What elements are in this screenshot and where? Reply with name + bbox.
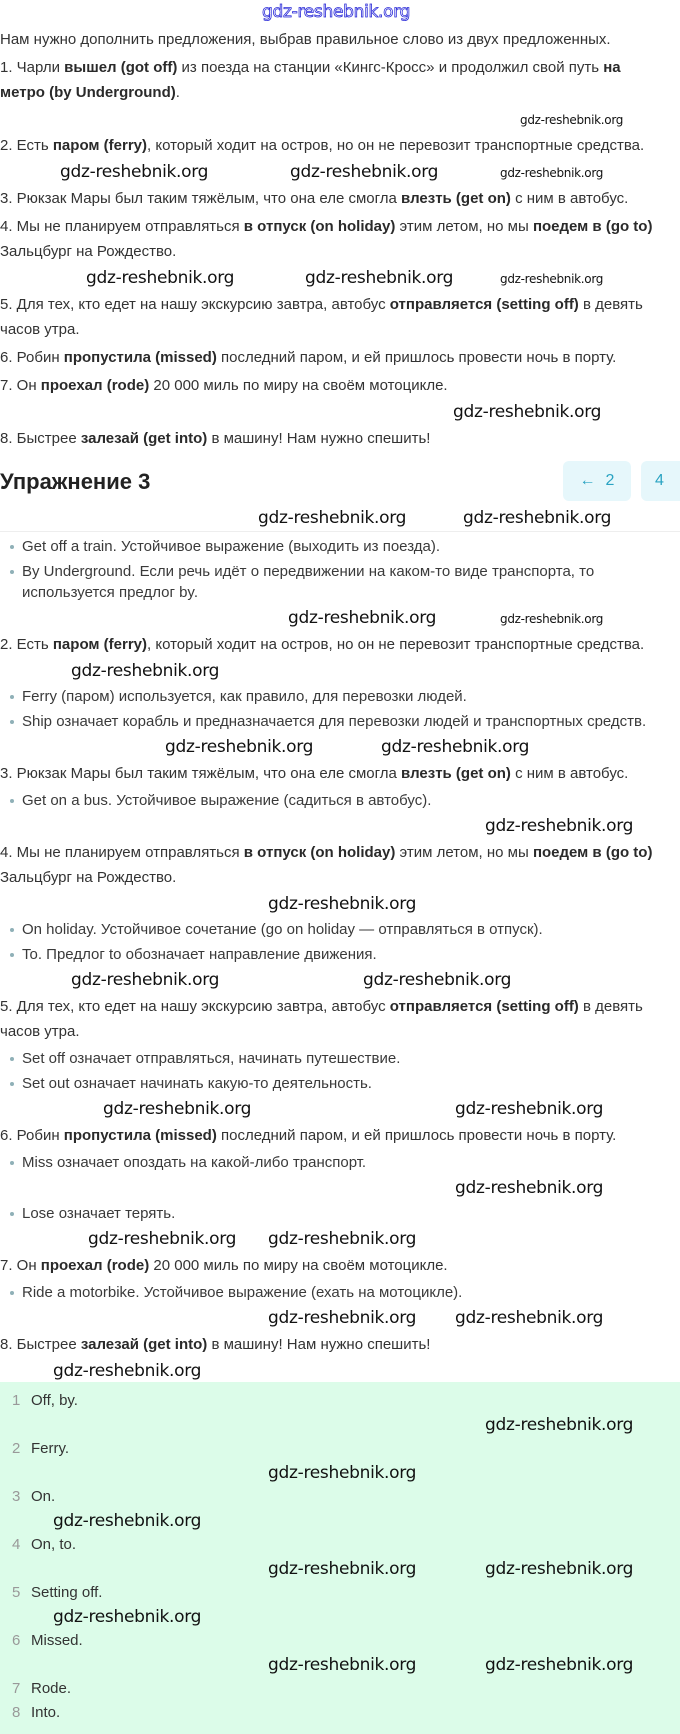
- text-segment: последний паром, и ей пришлось провести ночь в порту.: [216, 1127, 617, 1144]
- text-segment: из поезда на станции «Кингс-Кросс» и продолжил свой путь: [177, 59, 604, 76]
- answer-item: [0, 1630, 680, 1652]
- answer-text: Into.: [31, 1704, 61, 1721]
- arrow-left-icon: ←: [579, 472, 596, 489]
- watermark-row: [0, 607, 680, 629]
- answer-text: On, to.: [31, 1536, 77, 1553]
- bold-answer-text: влезть (get on): [401, 190, 511, 207]
- watermark: gdz-reshebnik.org: [363, 970, 512, 990]
- text-segment: 5. Для тех, кто едет на нашу экскурсию завтра, автобус: [0, 296, 390, 313]
- watermark-row: [0, 660, 680, 682]
- text-segment: в машину! Нам нужно спешить!: [207, 1336, 431, 1353]
- watermark-row: [0, 401, 680, 423]
- watermark: gdz-reshebnik.org: [485, 1559, 634, 1579]
- text-segment: 4. Мы не планируем отправляться: [0, 218, 244, 235]
- exercise-title: Упражнение 3: [0, 469, 151, 494]
- watermark: gdz-reshebnik.org: [455, 1178, 604, 1198]
- text-segment: этим летом, но мы: [395, 218, 533, 235]
- explanation-bullet: Ship означает корабль и предназначается для перевозки людей и транспортных средств.: [10, 711, 650, 732]
- explanation-bullet: Get off a train. Устойчивое выражение (выходить из поезда).: [10, 536, 650, 557]
- text-segment: 6. Робин: [0, 1127, 64, 1144]
- watermark-logo: gdz-reshebnik.org: [262, 2, 411, 22]
- watermark-row: [0, 1228, 680, 1250]
- answer-item: [0, 1534, 680, 1556]
- explanation-bullet: Lose означает терять.: [10, 1203, 650, 1224]
- watermark: gdz-reshebnik.org: [268, 1655, 417, 1675]
- prev-label: 2: [605, 472, 615, 489]
- answer-item: [0, 1390, 680, 1412]
- answer-number: 1: [12, 1392, 21, 1409]
- text-segment: в девять часов утра.: [0, 296, 643, 338]
- watermark: gdz-reshebnik.org: [485, 816, 634, 836]
- sentence-1: [0, 55, 660, 105]
- bold-answer-text: поедем в (go to): [532, 218, 653, 235]
- bold-answer-text: залезай (get into): [80, 1336, 208, 1353]
- watermark: gdz-reshebnik.org: [455, 1308, 604, 1328]
- sentence-7-repeat: [0, 1253, 660, 1278]
- watermark-row: [0, 267, 680, 289]
- sentence-3-repeat: [0, 761, 660, 786]
- answer-text: On.: [31, 1488, 56, 1505]
- watermark: gdz-reshebnik.org: [53, 1511, 202, 1531]
- bold-answer-text: влезть (get on): [401, 765, 511, 782]
- text-segment: 1. Чарли: [0, 59, 65, 76]
- text-segment: 7. Он: [0, 377, 41, 394]
- bold-answer-text: паром (ferry): [52, 137, 148, 154]
- bold-answer-text: залезай (get into): [80, 430, 208, 447]
- watermark-row: [0, 1510, 680, 1532]
- explanation-bullet: Get on a bus. Устойчивое выражение (садиться в автобус).: [10, 790, 650, 811]
- watermark: gdz-reshebnik.org: [86, 268, 235, 288]
- watermark: gdz-reshebnik.org: [165, 737, 314, 757]
- answer-number: 4: [12, 1536, 21, 1553]
- sentence-3: [0, 186, 660, 211]
- sentence-5: [0, 292, 660, 342]
- watermark: gdz-reshebnik.org: [268, 1559, 417, 1579]
- text-segment: 20 000 миль по миру на своём мотоцикле.: [149, 1257, 448, 1274]
- sentence-8-repeat: [0, 1332, 660, 1357]
- watermark: gdz-reshebnik.org: [88, 1229, 237, 1249]
- explanation-bullet: Miss означает опоздать на какой-либо транспорт.: [10, 1152, 650, 1173]
- answer-number: 7: [12, 1680, 21, 1697]
- sentence-8: [0, 426, 660, 451]
- answer-text: Rode.: [31, 1680, 72, 1697]
- watermark-row: [0, 1414, 680, 1436]
- watermark-row: [0, 1177, 680, 1199]
- next-label: 4: [655, 472, 664, 489]
- watermark: gdz-reshebnik.org: [53, 1361, 202, 1381]
- answer-item: [0, 1438, 680, 1460]
- explanation-bullet: Ride a motorbike. Устойчивое выражение (ехать на мотоцикле).: [10, 1282, 650, 1303]
- sentence-4: [0, 214, 660, 264]
- watermark-row: [0, 507, 680, 529]
- watermark-row: [0, 1462, 680, 1484]
- watermark: gdz-reshebnik.org: [500, 612, 604, 626]
- watermark-row: [0, 108, 680, 130]
- watermark: gdz-reshebnik.org: [288, 608, 437, 628]
- watermark: gdz-reshebnik.org: [268, 894, 417, 914]
- watermark: gdz-reshebnik.org: [53, 1607, 202, 1627]
- answers-box: [0, 1382, 680, 1734]
- text-segment: , который ходит на остров, но он не перевозит транспортные средства.: [147, 137, 645, 154]
- watermark: gdz-reshebnik.org: [485, 1415, 634, 1435]
- bold-answer-text: на метро (by Underground): [0, 59, 621, 101]
- sentence-6: [0, 345, 660, 370]
- answer-text: Off, by.: [31, 1392, 78, 1409]
- text-segment: в машину! Нам нужно спешить!: [207, 430, 431, 447]
- text-segment: 8. Быстрее: [0, 1336, 81, 1353]
- text-segment: 3. Рюкзак Мары был таким тяжёлым, что она еле смогла: [0, 190, 402, 207]
- watermark-row: [0, 736, 680, 758]
- watermark-row: [0, 969, 680, 991]
- text-segment: в девять часов утра.: [0, 998, 643, 1040]
- answer-number: 6: [12, 1632, 21, 1649]
- answer-text: Setting off.: [31, 1584, 103, 1601]
- bold-answer-text: пропустила (missed): [63, 349, 217, 366]
- bold-answer-text: пропустила (missed): [63, 1127, 217, 1144]
- bold-answer-text: отправляется (setting off): [389, 998, 579, 1015]
- watermark: gdz-reshebnik.org: [485, 1655, 634, 1675]
- explanation-bullet: Set off означает отправляться, начинать путешествие.: [10, 1048, 650, 1069]
- explanation-bullet: To. Предлог to обозначает направление движения.: [10, 944, 650, 965]
- watermark: gdz-reshebnik.org: [268, 1308, 417, 1328]
- text-segment: 8. Быстрее: [0, 430, 81, 447]
- sentence-2-repeat: [0, 632, 660, 657]
- text-segment: 3. Рюкзак Мары был таким тяжёлым, что она еле смогла: [0, 765, 402, 782]
- watermark: gdz-reshebnik.org: [71, 661, 220, 681]
- bold-answer-text: в отпуск (on holiday): [243, 844, 396, 861]
- watermark: gdz-reshebnik.org: [453, 402, 602, 422]
- text-segment: 2. Есть: [0, 137, 53, 154]
- watermark: gdz-reshebnik.org: [268, 1229, 417, 1249]
- explanation-bullet: Set out означает начинать какую-то деятельность.: [10, 1073, 650, 1094]
- explanation-bullet: By Underground. Если речь идёт о передвижении на каком-то виде транспорта, то используется предлог by.: [10, 561, 650, 603]
- sentence-5-repeat: [0, 994, 660, 1044]
- bold-answer-text: в отпуск (on holiday): [243, 218, 396, 235]
- next-exercise-button[interactable]: [641, 461, 680, 501]
- watermark-row: [0, 1360, 680, 1382]
- watermark: gdz-reshebnik.org: [268, 1463, 417, 1483]
- watermark: gdz-reshebnik.org: [455, 1099, 604, 1119]
- text-segment: этим летом, но мы: [395, 844, 533, 861]
- sentence-4-repeat: [0, 840, 660, 890]
- text-segment: последний паром, и ей пришлось провести ночь в порту.: [216, 349, 617, 366]
- watermark: gdz-reshebnik.org: [103, 1099, 252, 1119]
- bold-answer-text: паром (ferry): [52, 636, 148, 653]
- explanation-bullet: On holiday. Устойчивое сочетание (go on holiday — отправляться в отпуск).: [10, 919, 650, 940]
- bold-answer-text: поедем в (go to): [532, 844, 653, 861]
- bold-answer-text: отправляется (setting off): [389, 296, 579, 313]
- sentence-7: [0, 373, 660, 398]
- watermark: gdz-reshebnik.org: [71, 970, 220, 990]
- watermark-row: [0, 1606, 680, 1628]
- exercise-header: [0, 459, 680, 507]
- watermark: gdz-reshebnik.org: [60, 162, 209, 182]
- watermark-row: [0, 1558, 680, 1580]
- answer-text: Ferry.: [31, 1440, 70, 1457]
- watermark-row: [0, 815, 680, 837]
- watermark: gdz-reshebnik.org: [520, 113, 624, 127]
- watermark-row: [0, 161, 680, 183]
- answer-number: 8: [12, 1704, 21, 1721]
- answer-number: 3: [12, 1488, 21, 1505]
- watermark: gdz-reshebnik.org: [258, 508, 407, 528]
- answer-item: [0, 1486, 680, 1508]
- answer-text: Missed.: [31, 1632, 83, 1649]
- bold-answer-text: проехал (rode): [40, 1257, 150, 1274]
- prev-exercise-button[interactable]: [563, 461, 631, 501]
- text-segment: с ним в автобус.: [510, 190, 629, 207]
- divider: [0, 531, 680, 532]
- sentence-2: [0, 133, 660, 158]
- watermark-row: [0, 893, 680, 915]
- answer-item: [0, 1702, 680, 1724]
- answer-number: 2: [12, 1440, 21, 1457]
- text-segment: 7. Он: [0, 1257, 41, 1274]
- explanation-bullet: Ferry (паром) используется, как правило, для перевозки людей.: [10, 686, 650, 707]
- bold-answer-text: проехал (rode): [40, 377, 150, 394]
- text-segment: 2. Есть: [0, 636, 53, 653]
- answer-item: [0, 1678, 680, 1700]
- answer-number: 5: [12, 1584, 21, 1601]
- watermark-logo-row: [0, 0, 680, 24]
- text-segment: , который ходит на остров, но он не перевозит транспортные средства.: [147, 636, 645, 653]
- text-segment: Зальцбург на Рождество.: [0, 243, 177, 260]
- text-segment: Зальцбург на Рождество.: [0, 869, 177, 886]
- text-segment: 6. Робин: [0, 349, 64, 366]
- watermark-row: [0, 1098, 680, 1120]
- watermark: gdz-reshebnik.org: [463, 508, 612, 528]
- text-segment: с ним в автобус.: [510, 765, 629, 782]
- sentence-6-repeat: [0, 1123, 660, 1148]
- bold-answer-text: вышел (got off): [64, 59, 178, 76]
- intro-text: [0, 27, 660, 52]
- text-segment: 5. Для тех, кто едет на нашу экскурсию завтра, автобус: [0, 998, 390, 1015]
- text-segment: .: [175, 84, 180, 101]
- text-segment: Нам нужно дополнить предложения, выбрав правильное слово из двух предложенных.: [0, 31, 611, 48]
- watermark-row: [0, 1654, 680, 1676]
- watermark: gdz-reshebnik.org: [381, 737, 530, 757]
- watermark: gdz-reshebnik.org: [500, 272, 604, 286]
- watermark: gdz-reshebnik.org: [290, 162, 439, 182]
- answer-item: [0, 1582, 680, 1604]
- watermark: gdz-reshebnik.org: [500, 166, 604, 180]
- watermark: gdz-reshebnik.org: [305, 268, 454, 288]
- watermark-row: [0, 1307, 680, 1329]
- text-segment: 20 000 миль по миру на своём мотоцикле.: [149, 377, 448, 394]
- text-segment: 4. Мы не планируем отправляться: [0, 844, 244, 861]
